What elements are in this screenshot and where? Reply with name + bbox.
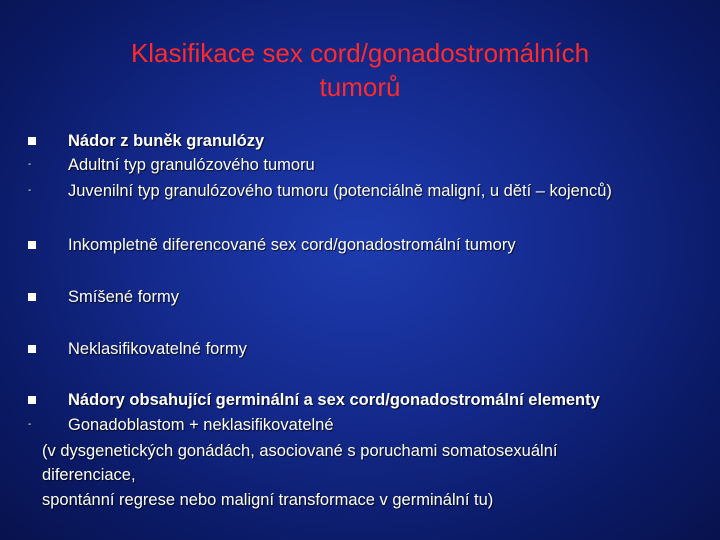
title-line-2: tumorů	[319, 72, 401, 102]
bullet-item-unclassifiable	[0, 339, 720, 359]
slide-title	[0, 36, 720, 104]
dash-marker: -	[28, 419, 32, 430]
square-bullet-icon	[28, 339, 40, 359]
text-line-regression	[0, 490, 720, 510]
paragraph-text: (v dysgenetických gonádách, asociované s poruchami somatosexuální	[42, 442, 558, 460]
bullet-item-mixed	[0, 287, 720, 307]
bullet-text: Inkompletně diferencované sex cord/gonadostromální tumory	[68, 236, 516, 254]
bullet-text: Nádory obsahující germinální a sex cord/gonadostromální elementy	[68, 391, 600, 409]
bullet-text: Neklasifikovatelné formy	[68, 340, 247, 358]
sub-item-gonadoblastoma	[0, 415, 720, 435]
bullet-item-germinal	[0, 390, 720, 410]
sub-item-adult	[0, 155, 720, 175]
dash-marker: -	[28, 185, 32, 196]
text-line-differentiation	[0, 465, 720, 485]
bullet-text: Smíšené formy	[68, 288, 179, 306]
square-bullet-icon	[28, 235, 40, 255]
title-line-1: Klasifikace sex cord/gonadostromálních	[130, 38, 590, 68]
paragraph-text: spontánní regrese nebo maligní transformace v germinální tu)	[42, 491, 494, 509]
sub-item-text: Juvenilní typ granulózového tumoru (potenciálně maligní, u dětí – kojenců)	[68, 182, 612, 200]
square-bullet-icon	[28, 287, 40, 307]
text-line-dysgenetic	[0, 441, 720, 461]
paragraph-text: diferenciace,	[42, 466, 136, 484]
square-bullet-icon	[28, 131, 40, 151]
bullet-item-granulosa	[0, 131, 720, 151]
bullet-text: Nádor z buněk granulózy	[68, 132, 265, 150]
sub-item-text: Adultní typ granulózového tumoru	[68, 156, 315, 174]
sub-item-text: Gonadoblastom + neklasifikovatelné	[68, 416, 334, 434]
bullet-item-incomplete	[0, 235, 720, 255]
square-bullet-icon	[28, 390, 40, 410]
dash-marker: -	[28, 159, 32, 170]
sub-item-juvenile	[0, 181, 720, 201]
